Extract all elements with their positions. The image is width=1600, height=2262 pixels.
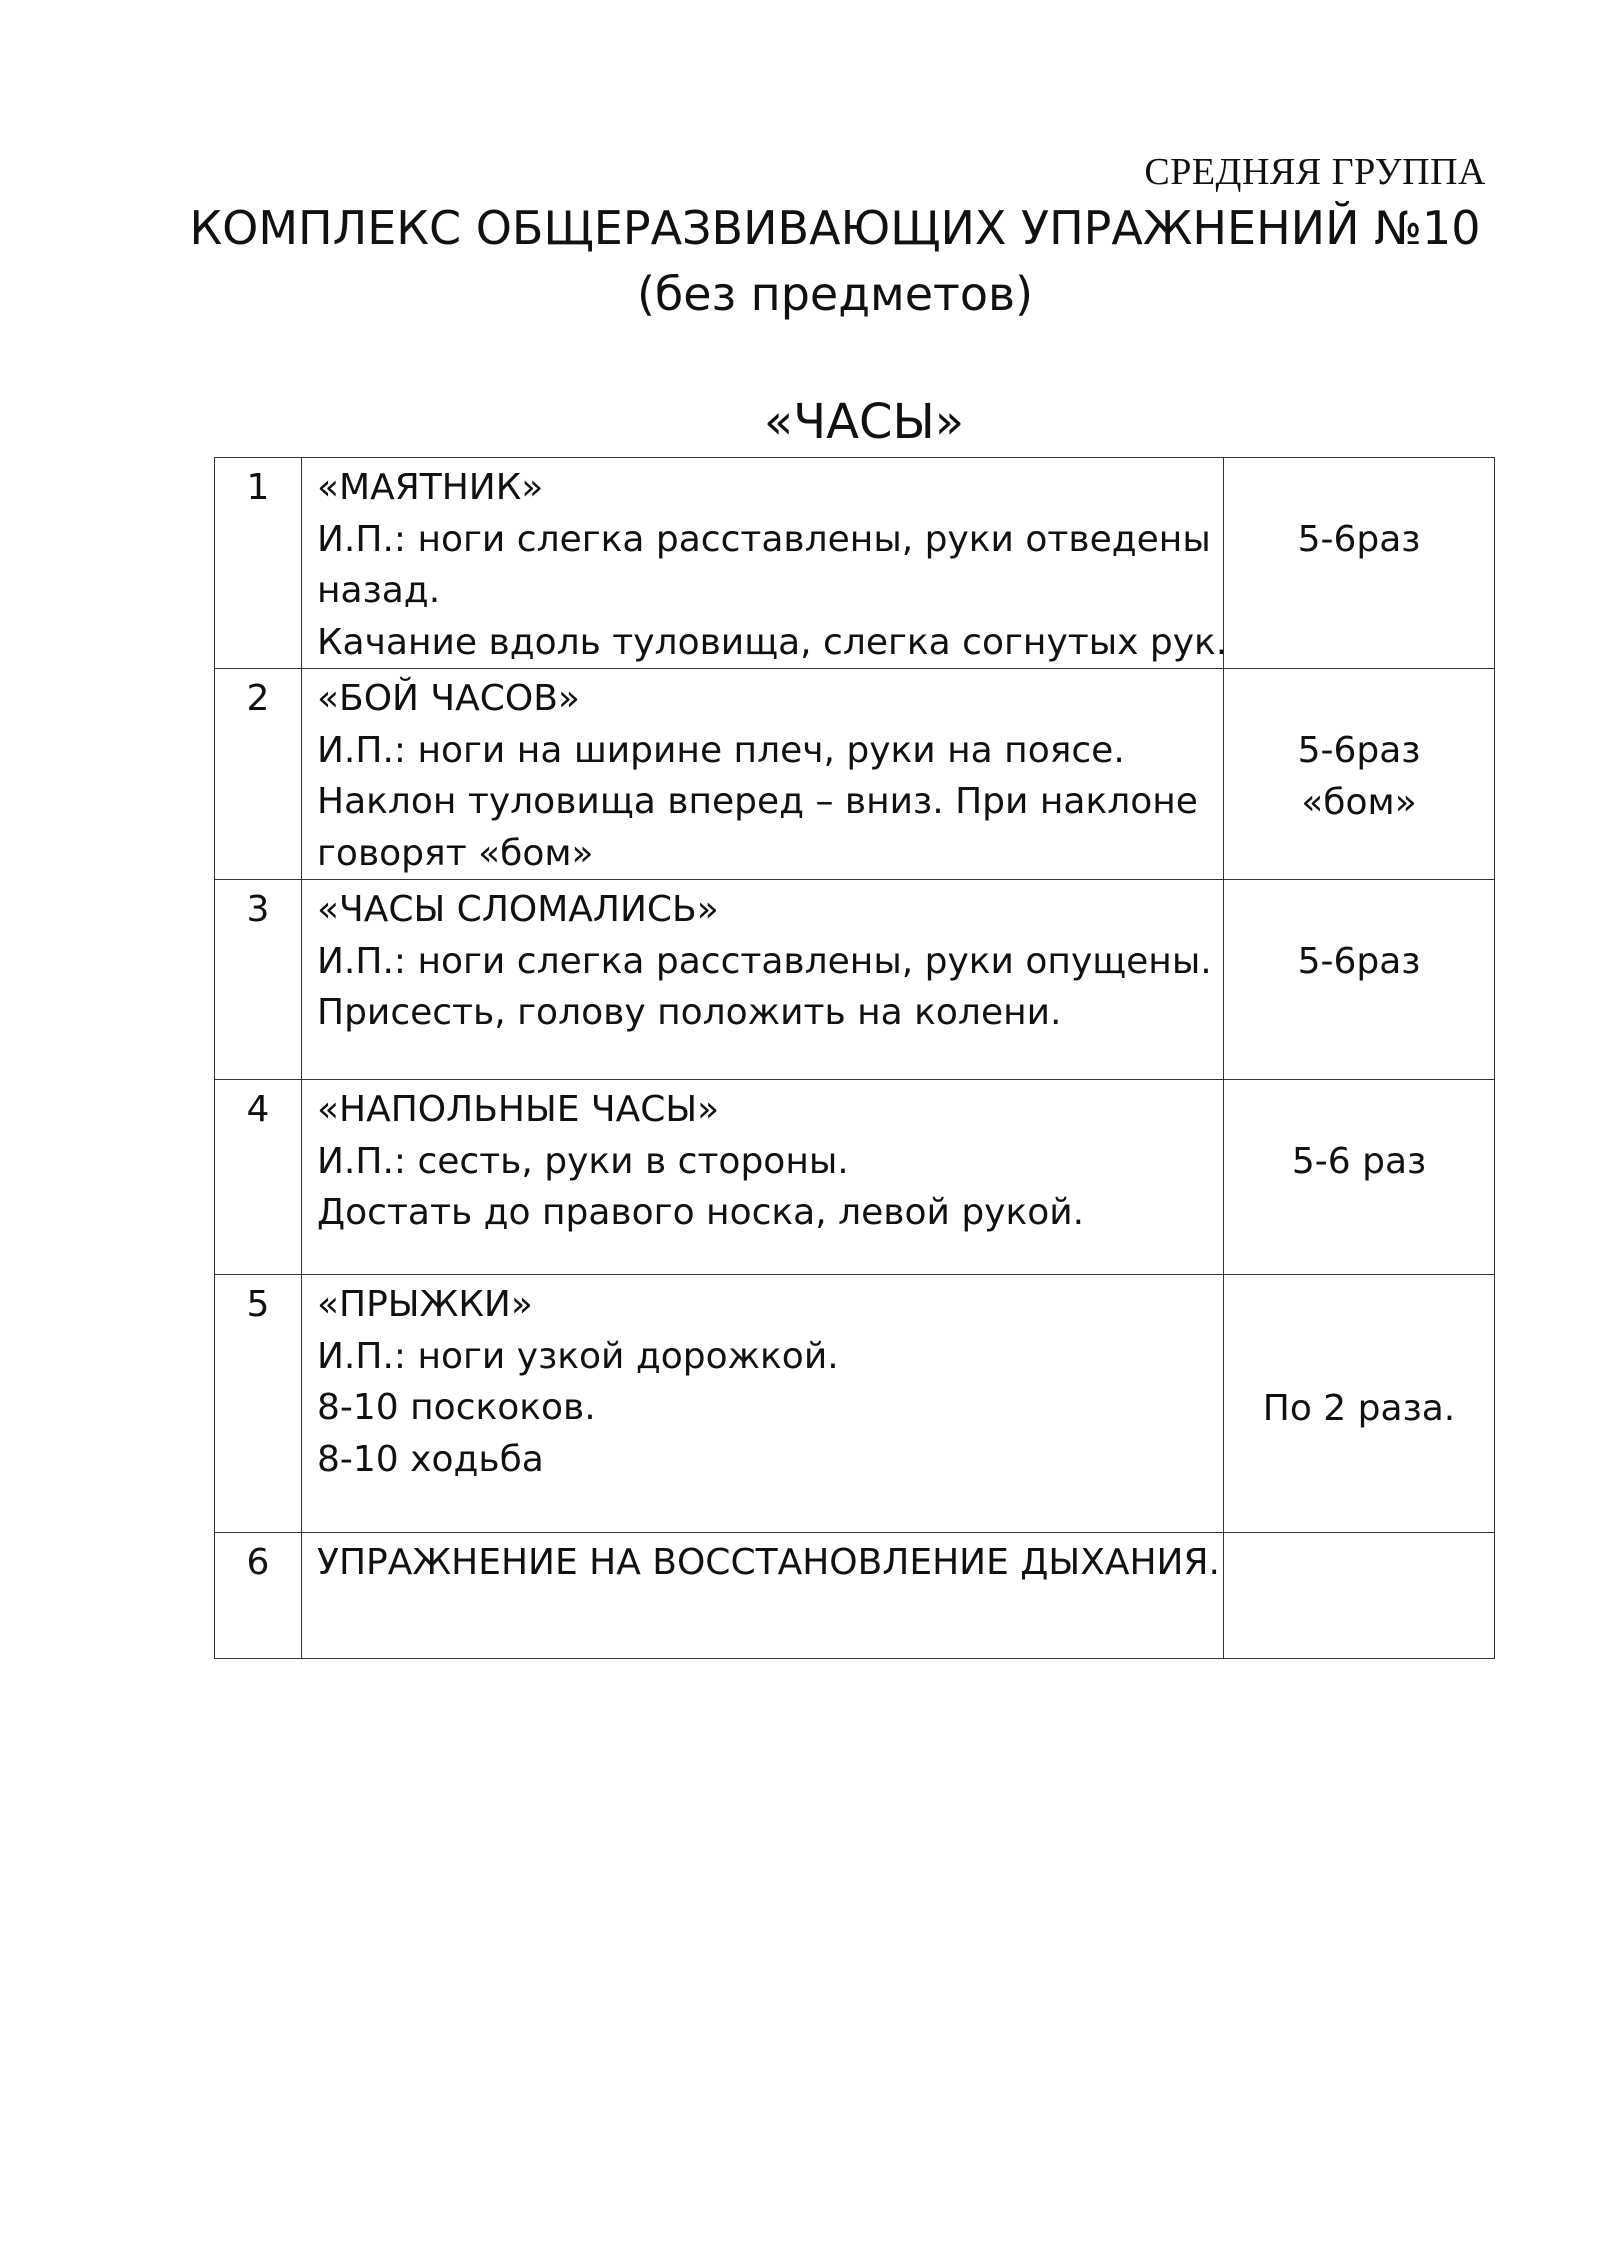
exercise-text: назад.: [317, 570, 441, 611]
exercise-name: «БОЙ ЧАСОВ»: [317, 678, 580, 719]
exercise-text: Присесть, голову положить на колени.: [317, 992, 1062, 1033]
exercise-dosage: [1224, 880, 1495, 1080]
exercise-name: «ПРЫЖКИ»: [317, 1284, 533, 1325]
exercise-number: 6: [215, 1533, 302, 1659]
exercise-name: УПРАЖНЕНИЕ НА ВОССТАНОВЛЕНИЕ ДЫХАНИЯ.: [317, 1542, 1220, 1583]
exercise-dosage: [1224, 1533, 1495, 1659]
dosage-text: 5-6раз: [1297, 941, 1421, 982]
exercise-dosage: [1224, 458, 1495, 669]
exercise-description: [302, 880, 1224, 1080]
exercise-number: 2: [215, 669, 302, 880]
table-row: [215, 1080, 1495, 1275]
exercise-name: «ЧАСЫ СЛОМАЛИСЬ»: [317, 889, 719, 930]
exercises-table: [214, 457, 1495, 1659]
exercise-description: [302, 669, 1224, 880]
dosage-text: «бом»: [1301, 781, 1417, 823]
complex-name: «ЧАСЫ»: [763, 394, 965, 450]
exercise-text: говорят «бом»: [317, 832, 594, 874]
exercise-name: «МАЯТНИК»: [317, 467, 544, 508]
table-row: [215, 1533, 1495, 1659]
exercise-description: [302, 458, 1228, 669]
table-row: [215, 880, 1495, 1080]
exercise-text: И.П.: ноги слегка расставлены, руки отведены: [317, 518, 1211, 560]
table-row: [215, 1275, 1495, 1533]
table-row: [215, 669, 1495, 880]
document-title-note: (без предметов): [636, 267, 1034, 321]
exercise-description: [302, 1080, 1224, 1275]
dosage-text: По 2 раза.: [1262, 1388, 1456, 1429]
document-title: КОМПЛЕКС ОБЩЕРАЗВИВАЮЩИХ УПРАЖНЕНИЙ №10: [189, 201, 1481, 255]
dosage-text: 5-6 раз: [1291, 1141, 1427, 1182]
group-label: СРЕДНЯЯ ГРУППА: [1144, 151, 1486, 193]
exercise-description: [302, 1275, 1224, 1533]
exercise-text: Наклон туловища вперед – вниз. При наклоне: [317, 781, 1198, 822]
exercise-text: 8-10 ходьба: [317, 1438, 544, 1480]
exercise-number: 1: [215, 458, 302, 669]
dosage-text: 5-6раз: [1297, 730, 1421, 771]
exercise-text: И.П.: ноги узкой дорожкой.: [317, 1335, 839, 1377]
dosage-text: 5-6раз: [1297, 519, 1421, 560]
exercise-number: 5: [215, 1275, 302, 1533]
exercise-text: И.П.: сесть, руки в стороны.: [317, 1140, 849, 1182]
exercise-dosage: [1224, 1080, 1495, 1275]
exercise-dosage: [1224, 669, 1495, 880]
exercise-text: И.П.: ноги слегка расставлены, руки опущены.: [317, 940, 1212, 982]
exercise-number: 3: [215, 880, 302, 1080]
exercise-dosage: [1224, 1275, 1495, 1533]
exercise-text: 8-10 поскоков.: [317, 1387, 596, 1428]
exercise-description: [302, 1533, 1224, 1659]
exercise-text: И.П.: ноги на ширине плеч, руки на поясе.: [317, 729, 1125, 771]
table-row: [215, 458, 1495, 669]
exercise-text: Качание вдоль туловища, слегка согнутых рук.: [317, 621, 1228, 663]
exercise-text: Достать до правого носка, левой рукой.: [317, 1192, 1085, 1233]
exercise-number: 4: [215, 1080, 302, 1275]
exercise-name: «НАПОЛЬНЫЕ ЧАСЫ»: [317, 1089, 720, 1130]
